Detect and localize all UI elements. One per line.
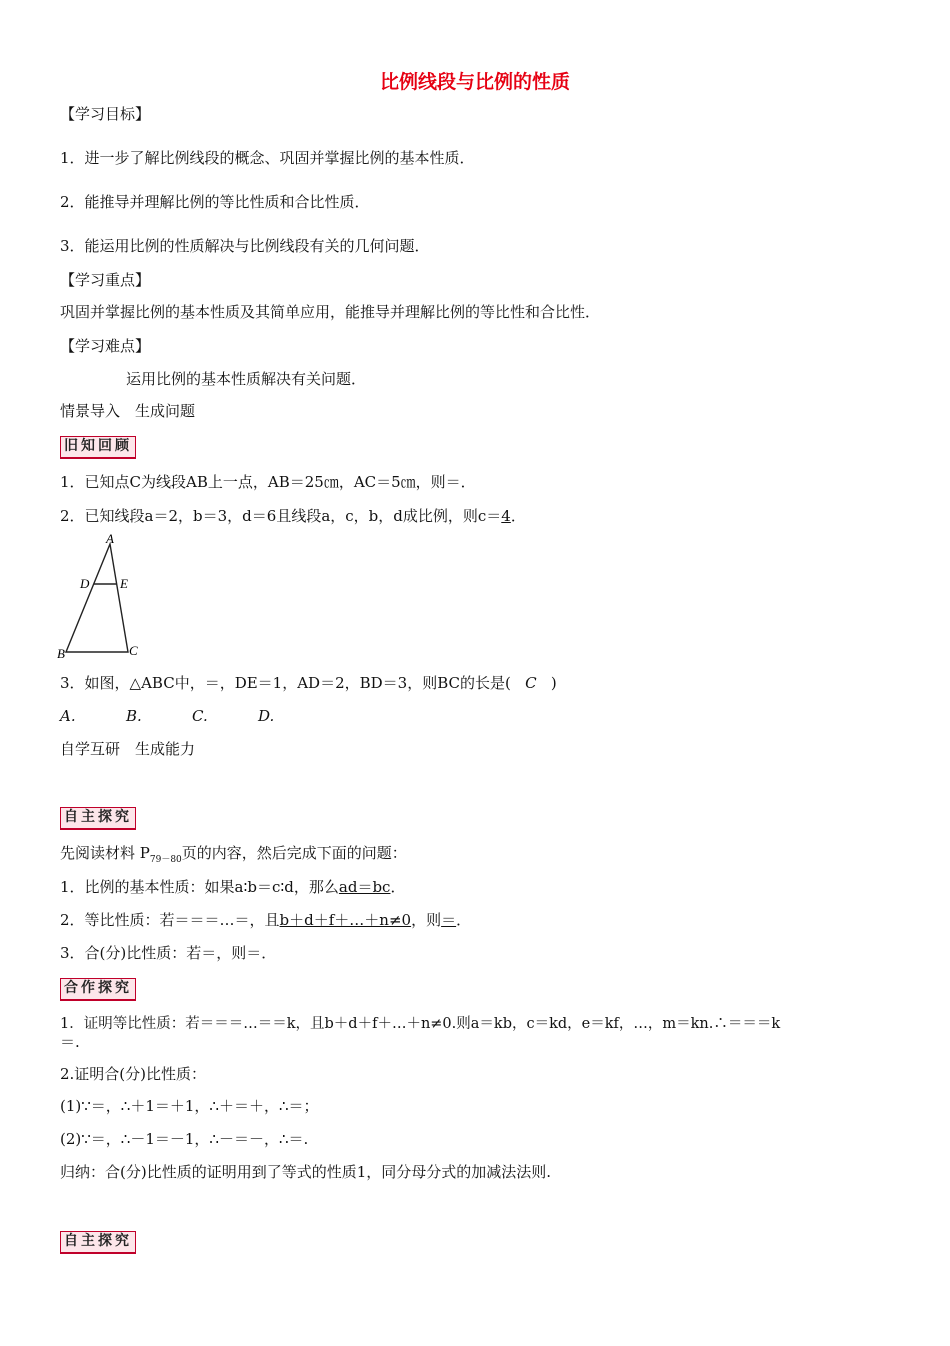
goal-item: 3．能运用比例的性质解决与比例线段有关的几何问题． (60, 237, 430, 255)
self-study-badge: 自主探究 (60, 1231, 136, 1254)
self-item-3: 3．合(分)比性质：若＝，则＝． (60, 944, 277, 962)
question-text: 2．已知线段a＝2，b＝3，d＝6且线段a，c，b，d成比例，则c＝ (60, 507, 502, 525)
question-text: 3．如图，△ABC中，＝，DE＝1，AD＝2，BD＝3，则BC的长是( (60, 674, 511, 692)
answer: ＝ (441, 911, 457, 929)
item-text: ． (390, 878, 406, 896)
key-points-text: 巩固并掌握比例的基本性质及其简单应用，能推导并理解比例的等比性和合比性． (60, 303, 601, 321)
label-a: A (106, 532, 114, 546)
triangle-abc (66, 544, 128, 652)
label-c: C (129, 643, 138, 658)
review-badge: 旧知回顾 (60, 436, 136, 459)
page-range: 79－80 (149, 855, 182, 865)
review-question-2 (60, 506, 526, 526)
difficulties-text: 运用比例的基本性质解决有关问题． (126, 370, 367, 388)
item-text: 2．等比性质：若＝＝＝…＝，且 (60, 911, 280, 929)
item-text: ，则 (411, 911, 442, 929)
self-item-2 (60, 910, 471, 930)
self-study-badge: 自主探究 (60, 807, 136, 830)
review-question-3 (60, 673, 557, 693)
option-d: D. (258, 707, 275, 725)
item-text: ． (456, 911, 472, 929)
goals-heading: 【学习目标】 (60, 105, 151, 123)
page-title: 比例线段与比例的性质 (379, 71, 570, 93)
label-b: B (57, 646, 65, 661)
question-text: ) (550, 674, 557, 692)
intro-text: 页的内容，然后完成下面的问题： (181, 844, 407, 862)
coop-item-1: 1．证明等比性质：若＝＝＝…＝＝k，且b＋d＋f＋…＋n≠0.则a＝kb，c＝kd，e＝kf，…，m＝kn.∴＝＝＝k (60, 1016, 781, 1032)
coop-item-2: 2.证明合(分)比性质： (60, 1065, 207, 1083)
section-heading: 自学互研 生成能力 (60, 740, 196, 758)
option-c: C. (192, 707, 208, 725)
label-d: D (80, 576, 90, 591)
answer: ad＝bc (338, 878, 391, 896)
key-points-heading: 【学习重点】 (60, 271, 151, 289)
goal-item: 1．进一步了解比例线段的概念、巩固并掌握比例的基本性质． (60, 149, 475, 167)
option-a: A. (60, 707, 76, 725)
coop-item-2-2: (2)∵＝，∴－1＝－1，∴－＝－，∴＝. (60, 1130, 309, 1148)
triangle-figure (54, 532, 146, 664)
difficulties-heading: 【学习难点】 (60, 337, 151, 355)
label-e: E (120, 576, 128, 591)
review-question-1: 1．已知点C为线段AB上一点，AB＝25㎝，AC＝5㎝，则＝． (60, 473, 476, 491)
cooperation-badge: 合作探究 (60, 978, 136, 1001)
question-text: ． (510, 507, 526, 525)
goal-item: 2．能推导并理解比例的等比性质和合比性质． (60, 193, 370, 211)
option-b: B. (126, 707, 142, 725)
coop-item-1-cont: ＝. (60, 1033, 80, 1051)
item-text: 1．比例的基本性质：如果a∶b＝c∶d，那么 (60, 878, 339, 896)
coop-item-2-1: (1)∵＝，∴＋1＝＋1，∴＋＝＋，∴＝； (60, 1097, 319, 1115)
coop-summary: 归纳：合(分)比性质的证明用到了等式的性质1，同分母分式的加减法法则. (60, 1163, 552, 1181)
answer: 4 (501, 507, 511, 525)
section-heading: 情景导入 生成问题 (60, 402, 196, 420)
answer: C (525, 674, 537, 692)
answer: b＋d＋f＋…＋n≠0 (279, 911, 412, 929)
self-item-1 (60, 877, 405, 897)
self-intro (60, 843, 407, 870)
intro-text: 先阅读材料 P (60, 844, 150, 862)
